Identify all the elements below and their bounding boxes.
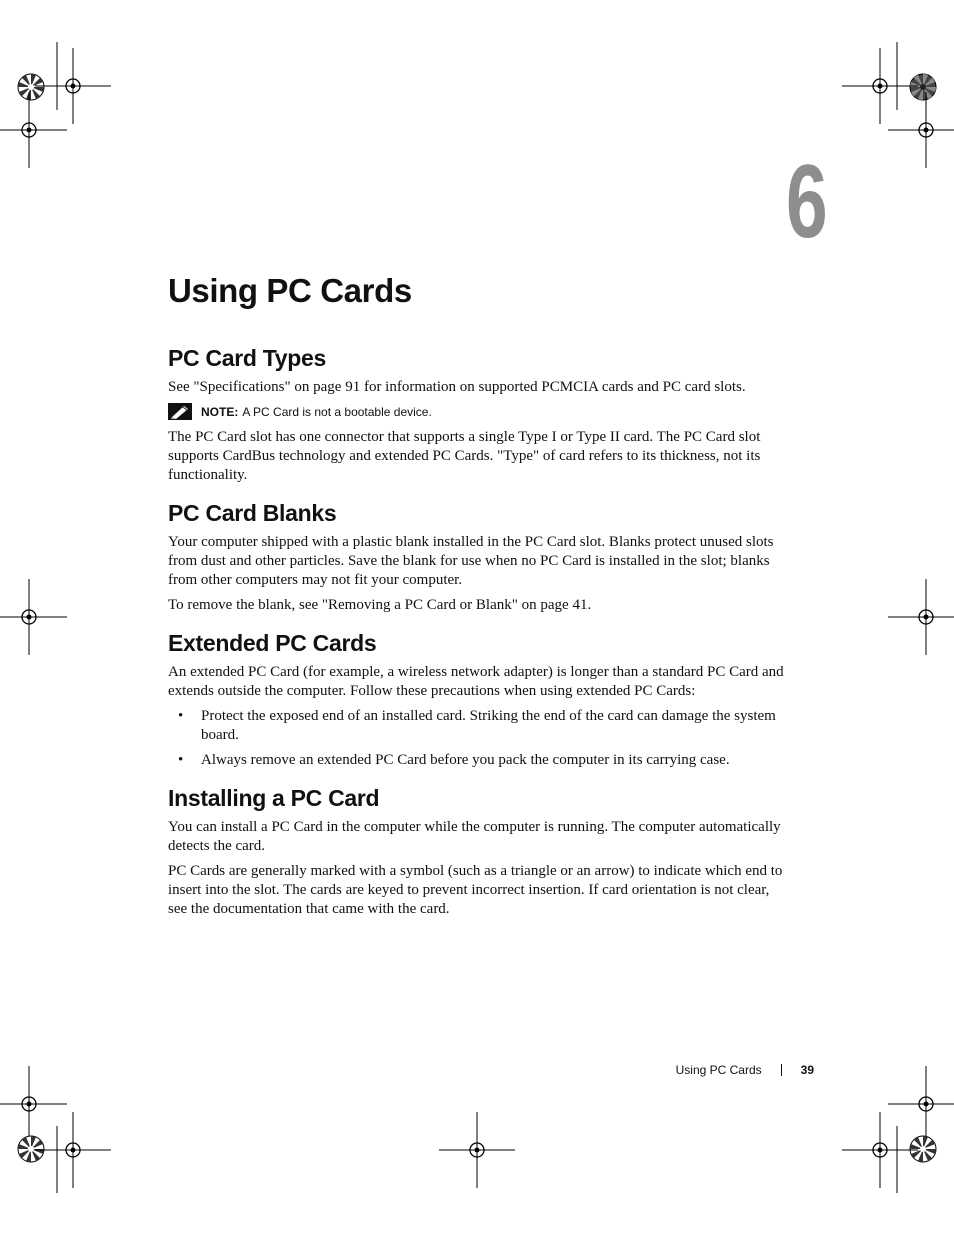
paragraph: See "Specifications" on page 91 for information on supported PCMCIA cards and PC card slots. [168, 379, 746, 395]
starburst-target-icon [18, 1136, 44, 1162]
paragraph: To remove the blank, see "Removing a PC Card or Blank" on page 41. [168, 597, 592, 613]
note-label: NOTE: [201, 405, 239, 419]
starburst-target-icon [910, 74, 936, 100]
registration-crosshair-icon [888, 579, 954, 655]
chapter-number: 6 [786, 144, 828, 260]
list-item: • Protect the exposed end of an installed card. Striking the end of the card can damage the system board. [178, 708, 776, 743]
paragraph: PC Cards are generally marked with a symbol (such as a triangle or an arrow) to indicate which end to insert into the slot. The cards are keyed to prevent incorrect insertion. If card orientation is not clear, see the documentation that came with the card. [168, 863, 783, 917]
registration-crosshair-icon [888, 92, 954, 168]
note-pencil-icon [168, 403, 192, 420]
registration-crosshair-icon [842, 48, 918, 124]
registration-crosshair-icon [35, 1112, 111, 1188]
registration-crosshair-icon [0, 579, 67, 655]
page-number: 39 [800, 1063, 814, 1077]
paragraph: You can install a PC Card in the computer while the computer is running. The computer automatically detects the card. [168, 819, 781, 854]
footer-divider [781, 1064, 782, 1076]
section-title-extended-pc-cards: Extended PC Cards [168, 630, 377, 656]
registration-crosshair-icon [439, 1112, 515, 1188]
bullet: • [178, 708, 184, 724]
footer-section-title: Using PC Cards [675, 1063, 762, 1077]
paragraph: The PC Card slot has one connector that supports a single Type I or Type II card. The PC Card slot supports CardBus technology and extended PC Cards. "Type" of card refers to its thickness, not its functionality. [168, 429, 761, 483]
section-title-pc-card-types: PC Card Types [168, 345, 326, 371]
bullet: • [178, 752, 184, 768]
paragraph: An extended PC Card (for example, a wireless network adapter) is longer than a standard PC Card and extends outside the computer. Follow these precautions when using extended PC Cards: [168, 664, 784, 699]
paragraph: Your computer shipped with a plastic blank installed in the PC Card slot. Blanks protect unused slots from dust and other particles. Save the blank for use when no PC Card is installed in the slot; blanks from other computers may not fit your computer. [168, 534, 774, 588]
starburst-target-icon [910, 1136, 936, 1162]
registration-crosshair-icon [35, 48, 111, 124]
starburst-target-icon [18, 74, 44, 100]
bullet-list [168, 707, 784, 770]
note [168, 403, 784, 422]
note-text: A PC Card is not a bootable device. [242, 405, 432, 419]
section-title-installing-a-pc-card: Installing a PC Card [168, 785, 380, 811]
registration-crosshair-icon [842, 1112, 918, 1188]
chapter-title: Using PC Cards [168, 272, 412, 309]
list-item: • Always remove an extended PC Card before you pack the computer in its carrying case. [178, 752, 730, 768]
registration-crosshair-icon [888, 1066, 954, 1142]
page-footer [676, 1061, 814, 1079]
page-content [168, 268, 784, 925]
section-title-pc-card-blanks: PC Card Blanks [168, 500, 337, 526]
